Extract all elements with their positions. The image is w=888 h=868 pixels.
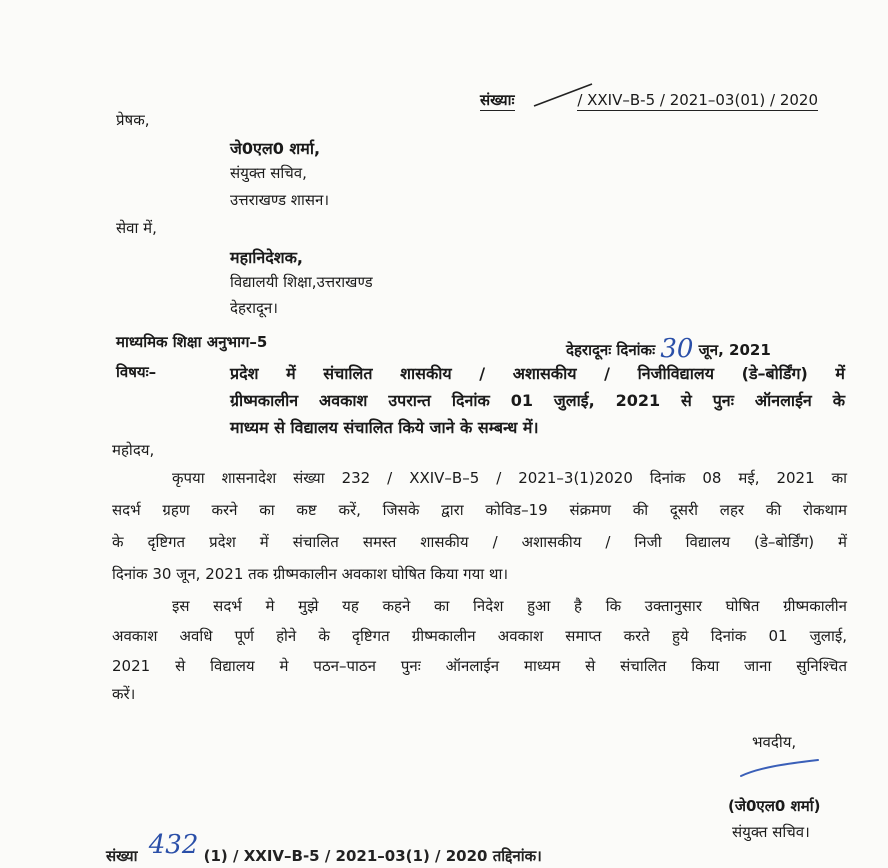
closing-regards: भवदीय, [752,733,797,751]
footer-number: (1) / XXIV–B-5 / 2021–03(1) / 2020 तद्दिनांक। [203,847,542,865]
reference-number: / XXIV–B-5 / 2021–03(01) / 2020 [577,91,819,109]
subject-line-3: माध्यम से विद्यालय संचालित किये जाने के सम्बन्ध में। [230,418,539,437]
footer-line [106,830,542,868]
reference-line [480,90,818,110]
date-day: 30 [660,334,694,364]
date-line [566,332,771,362]
footer-handwritten-number: 432 [148,830,199,860]
sender-name: जे0एल0 शर्मा, [230,139,321,158]
closing-designation: संयुक्त सचिव। [732,823,810,841]
recipient-label: सेवा में, [116,219,157,237]
signature [738,756,822,782]
para2-line-1: इस सदर्भ मे मुझे यह कहने का निदेश हुआ है कि उक्तानुसार घोषित ग्रीष्मकालीन [172,597,847,615]
subject-line-2: ग्रीष्मकालीन अवकाश उपरान्त दिनांक 01 जुलाई, 2021 से पुनः ऑनलाईन के [230,391,845,410]
subject-label: विषयः– [116,363,157,381]
para1-line-1: कृपया शासनादेश संख्या 232 / XXIV–B–5 / 2021–3(1)2020 दिनांक 08 मई, 2021 का [172,469,847,487]
date-suffix: जून, 2021 [698,341,771,359]
subject-line-1: प्रदेश में संचालित शासकीय / अशासकीय / निजीविद्यालय (डे–बोर्डिंग) में [230,364,845,383]
recipient-city: देहरादून। [230,299,278,317]
reference-label: संख्याः [480,91,515,109]
closing-name: (जे0एल0 शर्मा) [728,797,821,815]
para1-line-4: दिनांक 30 जून, 2021 तक ग्रीष्मकालीन अवकाश घोषित किया गया था। [112,565,509,583]
sender-designation: संयुक्त सचिव, [230,164,307,182]
sender-office: उत्तराखण्ड शासन। [230,191,330,209]
para1-line-3: के दृष्टिगत प्रदेश में संचालित समस्त शासकीय / अशासकीय / निजी विद्यालय (डे–बोर्डिंग) में [112,533,847,551]
para2-line-3: 2021 से विद्यालय मे पठन–पाठन पुनः ऑनलाईन माध्यम से संचालित किया जाना सुनिश्चित [112,657,847,675]
para1-line-2: सदर्भ ग्रहण करने का कष्ट करें, जिसके द्वारा कोविड–19 संक्रमण की दूसरी लहर की रोकथाम [112,501,847,519]
date-prefix: देहरादूनः दिनांकः [566,341,656,359]
reference-slash-stroke [532,82,594,108]
para2-line-2: अवकाश अवधि पूर्ण होने के दृष्टिगत ग्रीष्मकालीन अवकाश समाप्त करते हुये दिनांक 01 जुलाई, [112,627,847,645]
para2-line-4: करें। [112,685,136,703]
recipient-name: महानिदेशक, [230,248,303,267]
recipient-department: विद्यालयी शिक्षा,उत्तराखण्ड [230,273,373,291]
section-name: माध्यमिक शिक्षा अनुभाग–5 [116,333,268,351]
salutation: महोदय, [112,441,155,459]
footer-label: संख्या [106,847,138,865]
sender-label: प्रेषक, [116,111,150,129]
